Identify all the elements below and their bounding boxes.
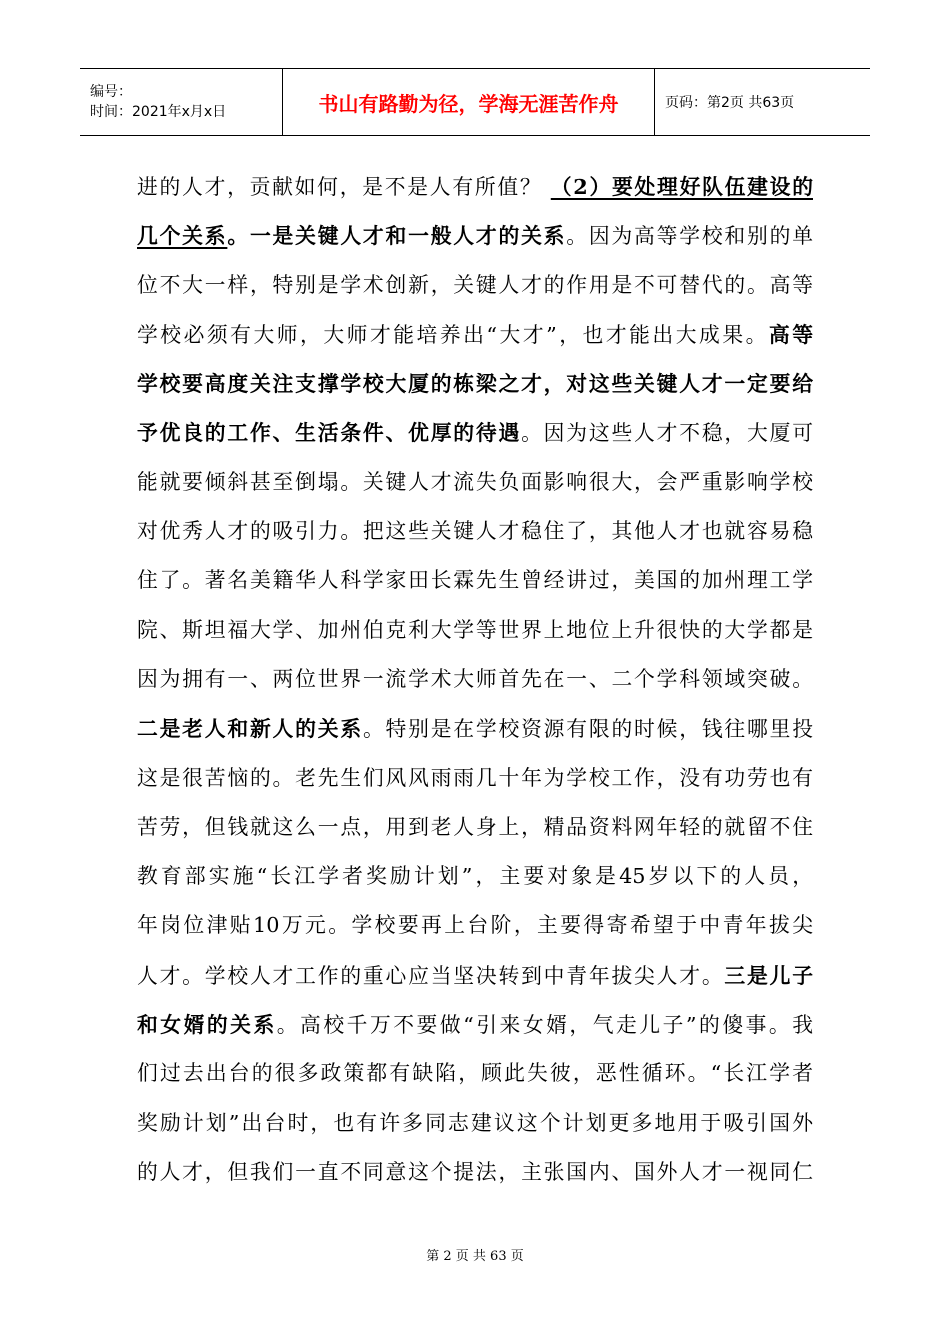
text-line <box>137 1049 813 1098</box>
text-segment: 苦劳，但钱就这么一点，用到老人身上，精品资料网年轻的就留不住 <box>137 814 813 839</box>
text-segment: 位不大一样，特别是学术创新，关键人才的作用是不可替代的。高等 <box>137 272 813 297</box>
text-line <box>137 606 813 655</box>
text-line <box>137 1000 813 1049</box>
text-segment: 。因为这些人才不稳，大厦可 <box>521 421 813 446</box>
text-line <box>137 1148 813 1197</box>
text-line <box>137 556 813 605</box>
text-segment: 二是老人和新人的关系 <box>137 716 363 742</box>
text-line <box>137 261 813 310</box>
text-segment: 。因为高等学校和别的单 <box>566 224 813 249</box>
text-segment: 的人才，但我们一直不同意这个提法，主张国内、国外人才一视同仁 <box>137 1159 813 1184</box>
text-segment: 高等 <box>768 321 813 347</box>
text-line <box>137 310 813 359</box>
text-line <box>137 803 813 852</box>
text-segment: 住了。著名美籍华人科学家田长霖先生曾经讲过，美国的加州理工学 <box>137 568 813 593</box>
text-line <box>137 1099 813 1148</box>
text-line <box>137 458 813 507</box>
header-motto: 书山有路勤为径，学海无涯苦作舟 <box>283 69 655 135</box>
text-segment: 人才。学校人才工作的重心应当坚决转到中青年拔尖人才。 <box>137 963 725 988</box>
text-segment: 。一是关键人才和一般人才的关系 <box>227 223 567 249</box>
text-segment: 。特别是在学校资源有限的时候，钱往哪里投 <box>362 717 813 742</box>
header-page-info: 页码：第2页 共63页 <box>665 95 795 111</box>
text-line <box>137 655 813 704</box>
text-segment: 学校要高度关注支撑学校大厦的栋梁之才，对这些关键人才一定要给 <box>137 371 813 397</box>
header-meta <box>80 69 283 135</box>
text-segment: 和女婿的关系 <box>137 1012 277 1038</box>
text-segment: 对优秀人才的吸引力。把这些关键人才稳住了，其他人才也就容易稳 <box>137 519 813 544</box>
text-segment: 能就要倾斜甚至倒塌。关键人才流失负面影响很大，会严重影响学校 <box>137 469 813 494</box>
document-body <box>137 162 813 1197</box>
header-code-label: 编号： <box>90 84 132 100</box>
text-segment: 。高校千万不要做“引来女婿，气走儿子”的傻事。我 <box>276 1013 813 1038</box>
text-line <box>137 507 813 556</box>
text-segment: 几个关系 <box>137 223 228 249</box>
text-line <box>137 754 813 803</box>
text-line <box>137 852 813 901</box>
page-footer: 第 2 页 共 63 页 <box>426 1249 524 1264</box>
text-line <box>137 162 813 211</box>
text-segment: （2）要处理好队伍建设的 <box>550 174 813 199</box>
text-line <box>137 951 813 1000</box>
text-segment: 教育部实施“长江学者奖励计划”，主要对象是45岁以下的人员， <box>137 864 813 889</box>
text-segment: 院、斯坦福大学、加州伯克利大学等世界上地位上升很快的大学都是 <box>137 617 813 642</box>
text-segment: 这是很苦恼的。老先生们风风雨雨几十年为学校工作，没有功劳也有 <box>137 765 813 790</box>
text-line <box>137 704 813 753</box>
text-segment: 们过去出台的很多政策都有缺陷，顾此失彼，恶性循环。“长江学者 <box>137 1061 813 1086</box>
text-segment: 予优良的工作、生活条件、优厚的待遇 <box>137 420 522 446</box>
text-line <box>137 359 813 408</box>
text-line <box>137 408 813 457</box>
text-line <box>137 211 813 260</box>
text-segment: 三是儿子 <box>724 962 813 988</box>
text-segment: 年岗位津贴10万元。学校要再上台阶，主要得寄希望于中青年拔尖 <box>137 913 813 938</box>
text-segment: 进的人才，贡献如何，是不是人有所值？ <box>137 175 551 199</box>
header-time-label: 时间：2021年x月x日 <box>90 104 227 120</box>
text-line <box>137 901 813 950</box>
text-segment: 学校必须有大师，大师才能培养出“大才”，也才能出大成果。 <box>137 322 769 347</box>
page-header <box>80 68 870 136</box>
text-segment: 因为拥有一、两位世界一流学术大师首先在一、二个学科领域突破。 <box>137 666 813 691</box>
text-segment: 奖励计划”出台时，也有许多同志建议这个计划更多地用于吸引国外 <box>137 1110 813 1135</box>
